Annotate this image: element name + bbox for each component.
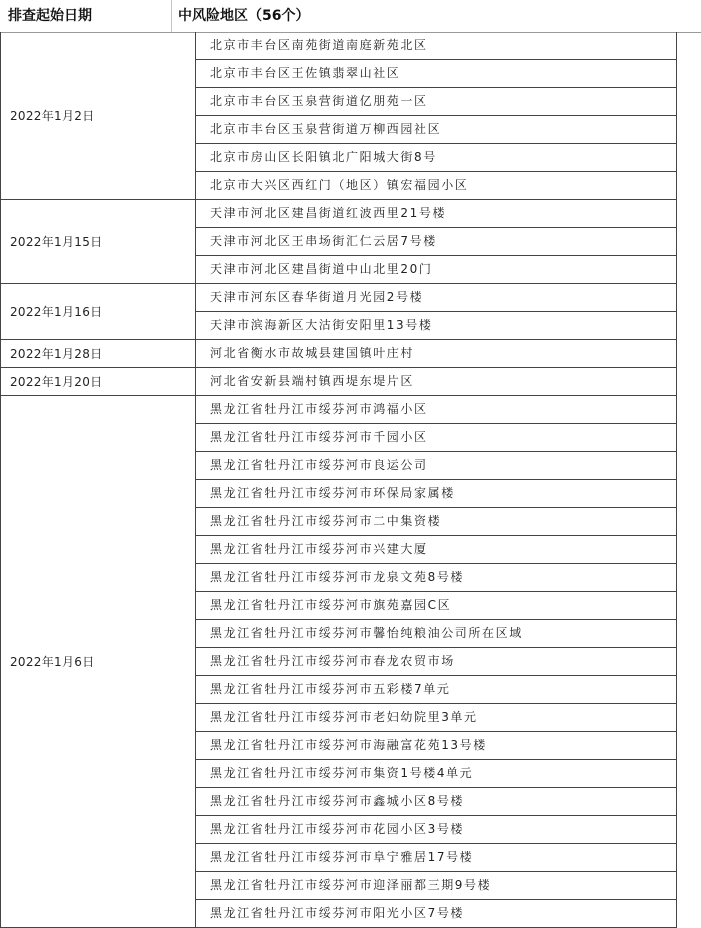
area-row: 天津市滨海新区大沽街安阳里13号楼 [196, 312, 677, 340]
area-list [196, 396, 677, 928]
date-group [0, 284, 701, 340]
start-date-cell: 2022年1月20日 [1, 368, 196, 396]
area-row: 黑龙江省牡丹江市绥芬河市旗苑嘉园C区 [196, 592, 677, 620]
date-group [0, 200, 701, 284]
area-row: 黑龙江省牡丹江市绥芬河市环保局家属楼 [196, 480, 677, 508]
area-row: 黑龙江省牡丹江市绥芬河市鑫城小区8号楼 [196, 788, 677, 816]
area-row: 黑龙江省牡丹江市绥芬河市迎泽丽都三期9号楼 [196, 872, 677, 900]
area-row: 北京市大兴区西红门（地区）镇宏福园小区 [196, 172, 677, 200]
area-row: 黑龙江省牡丹江市绥芬河市海融富花苑13号楼 [196, 732, 677, 760]
area-row: 天津市河北区建昌街道红波西里21号楼 [196, 200, 677, 228]
area-list [196, 200, 677, 284]
start-date-cell: 2022年1月6日 [1, 396, 196, 928]
start-date-cell: 2022年1月28日 [1, 340, 196, 368]
date-group [0, 340, 701, 368]
table-header [0, 0, 701, 33]
area-row: 北京市丰台区玉泉营街道万柳西园社区 [196, 116, 677, 144]
area-row: 黑龙江省牡丹江市绥芬河市兴建大厦 [196, 536, 677, 564]
area-row: 黑龙江省牡丹江市绥芬河市鸿福小区 [196, 396, 677, 424]
area-list [196, 284, 677, 340]
header-medium-risk-areas: 中风险地区（56个） [178, 8, 310, 24]
area-list [196, 32, 677, 200]
area-row: 北京市房山区长阳镇北广阳城大街8号 [196, 144, 677, 172]
risk-area-table [0, 32, 701, 928]
start-date-cell: 2022年1月2日 [1, 32, 196, 200]
area-row: 黑龙江省牡丹江市绥芬河市阜宁雅居17号楼 [196, 844, 677, 872]
area-row: 黑龙江省牡丹江市绥芬河市龙泉文苑8号楼 [196, 564, 677, 592]
area-row: 黑龙江省牡丹江市绥芬河市良运公司 [196, 452, 677, 480]
area-row: 河北省衡水市故城县建国镇叶庄村 [196, 340, 677, 368]
area-row: 黑龙江省牡丹江市绥芬河市老妇幼院里3单元 [196, 704, 677, 732]
area-row: 黑龙江省牡丹江市绥芬河市千园小区 [196, 424, 677, 452]
area-list [196, 340, 677, 368]
area-row: 天津市河北区建昌街道中山北里20门 [196, 256, 677, 284]
date-group [0, 32, 701, 200]
header-divider [171, 0, 172, 32]
area-row: 黑龙江省牡丹江市绥芬河市集资1号楼4单元 [196, 760, 677, 788]
area-row: 黑龙江省牡丹江市绥芬河市二中集资楼 [196, 508, 677, 536]
area-list [196, 368, 677, 396]
start-date-cell: 2022年1月16日 [1, 284, 196, 340]
area-row: 黑龙江省牡丹江市绥芬河市花园小区3号楼 [196, 816, 677, 844]
area-row: 北京市丰台区玉泉营街道亿朋苑一区 [196, 88, 677, 116]
area-row: 黑龙江省牡丹江市绥芬河市五彩楼7单元 [196, 676, 677, 704]
date-group [0, 396, 701, 928]
header-start-date: 排查起始日期 [8, 8, 92, 24]
area-row: 天津市河北区王串场街汇仁云居7号楼 [196, 228, 677, 256]
area-row: 北京市丰台区王佐镇翡翠山社区 [196, 60, 677, 88]
area-row: 北京市丰台区南苑街道南庭新苑北区 [196, 32, 677, 60]
date-group [0, 368, 701, 396]
start-date-cell: 2022年1月15日 [1, 200, 196, 284]
area-row: 黑龙江省牡丹江市绥芬河市馨怡纯粮油公司所在区域 [196, 620, 677, 648]
area-row: 天津市河东区春华街道月光园2号楼 [196, 284, 677, 312]
area-row: 河北省安新县端村镇西堤东堤片区 [196, 368, 677, 396]
area-row: 黑龙江省牡丹江市绥芬河市春龙农贸市场 [196, 648, 677, 676]
area-row: 黑龙江省牡丹江市绥芬河市阳光小区7号楼 [196, 900, 677, 928]
